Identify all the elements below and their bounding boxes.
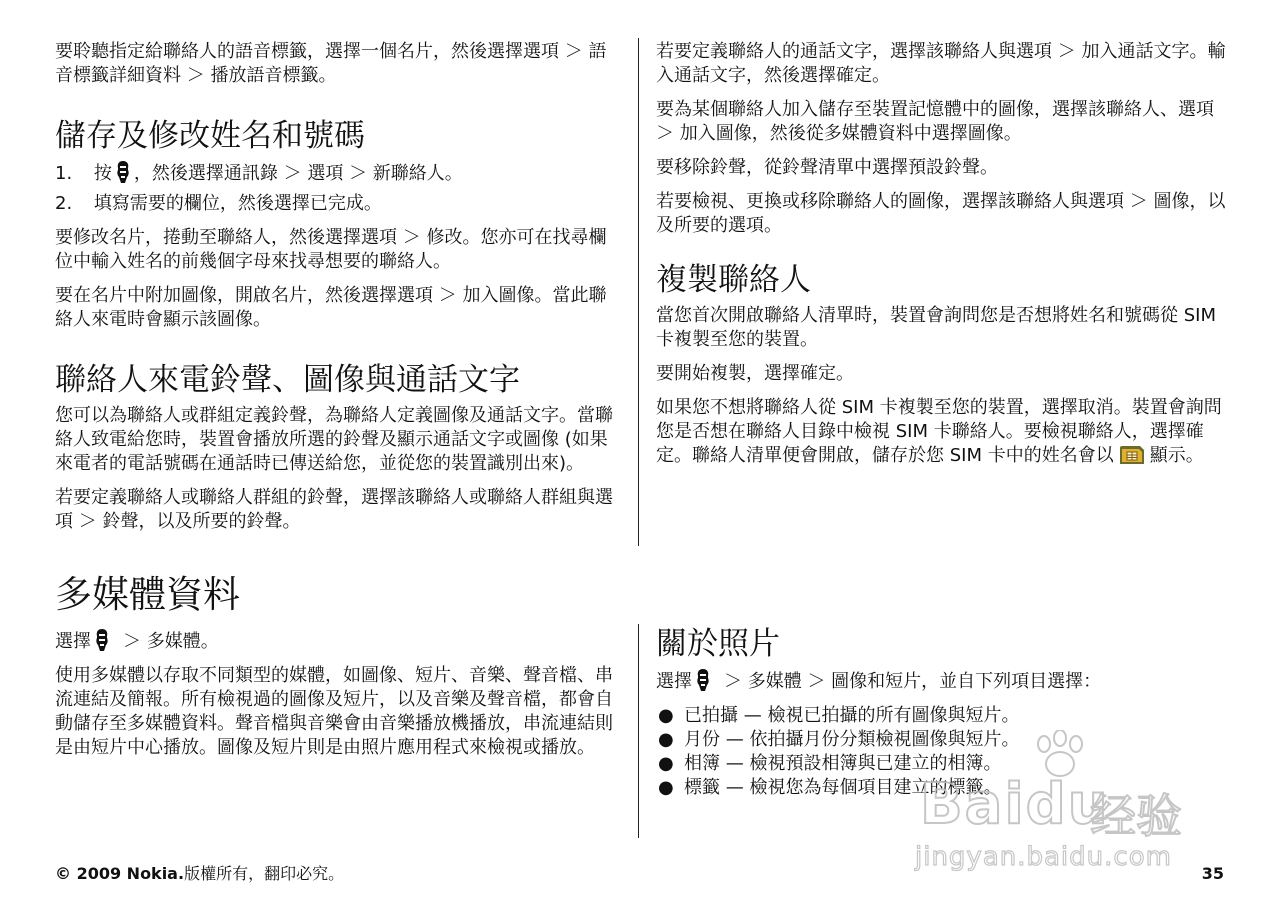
bullet-icon: ●: [658, 753, 674, 774]
remove-ringtone-paragraph: 要移除鈴聲，從鈴聲清單中選擇預設鈴聲。: [656, 157, 998, 178]
view-image-paragraph: 若要檢視、更換或移除聯絡人的圖像，選擇該聯絡人與選項 ＞ 圖像，以及所要的選項。: [656, 191, 1226, 236]
sim-card-icon: [1118, 444, 1146, 466]
right-column: [656, 40, 1226, 478]
copy-contacts-paragraph-1: 當您首次開啟聯絡人清單時，裝置會詢問您是否想將姓名和號碼從 SIM 卡複製至您的裝置。: [656, 305, 1216, 350]
copyright-footer: © 2009 Nokia.版權所有，翻印必究。: [55, 864, 345, 883]
bullet-icon: ●: [658, 729, 674, 750]
watermark-url: jingyan.baidu.com: [915, 842, 1172, 872]
bullet-icon: ●: [658, 777, 674, 798]
step-2: 2. 填寫需要的欄位，然後選擇已完成。: [55, 193, 382, 214]
copy-contacts-paragraph-2: 要開始複製，選擇確定。: [656, 363, 854, 384]
menu-key-icon: [95, 628, 109, 652]
list-item: ● 相簿 — 檢視預設相簿與已建立的相簿。: [658, 753, 1002, 774]
gallery-section: [55, 570, 621, 770]
column-divider-top: [638, 38, 639, 546]
copy-contacts-heading: 複製聯絡人: [656, 262, 811, 298]
page-number: 35: [1201, 864, 1224, 883]
ringtone-paragraph-2: 若要定義聯絡人或聯絡人群組的鈴聲，選擇該聯絡人或聯絡人群組與選項 ＞ 鈴聲，以及所要的鈴聲。: [55, 487, 613, 532]
column-divider-bottom: [638, 624, 639, 838]
copy-contacts-paragraph-3: 如果您不想將聯絡人從 SIM 卡複製至您的裝置，選擇取消。裝置會詢問您是否想在聯絡人目錄中檢視 SIM 卡聯絡人。要檢視聯絡人，選擇確定。聯絡人清單便會開啟，儲存於您 SIM 卡中的姓名會以 顯示。: [656, 397, 1222, 466]
add-image-paragraph: 要為某個聯絡人加入儲存至裝置記憶體中的圖像，選擇該聯絡人、選項 ＞ 加入圖像，然後從多媒體資料中選擇圖像。: [656, 99, 1214, 144]
gallery-heading: 多媒體資料: [55, 573, 240, 616]
watermark-cn-text: 经验: [1090, 789, 1182, 843]
call-text-paragraph: 若要定義聯絡人的通話文字，選擇該聯絡人與選項 ＞ 加入通話文字。輸入通話文字，然後選擇確定。: [656, 41, 1226, 86]
step-1: 1. 按 ，然後選擇通訊錄 ＞ 選項 ＞ 新聯絡人。: [55, 160, 621, 186]
gallery-select-line: 選擇 ＞ 多媒體。: [55, 628, 621, 654]
left-column: [55, 40, 621, 544]
photos-heading: 關於照片: [656, 626, 780, 662]
menu-key-icon: [116, 160, 130, 184]
bullet-icon: ●: [658, 705, 674, 726]
watermark-logo-text: Baidu: [920, 772, 1110, 837]
menu-key-icon: [696, 668, 710, 692]
ringtone-paragraph-1: 您可以為聯絡人或群組定義鈴聲，為聯絡人定義圖像及通話文字。當聯絡人致電給您時，裝置會播放所選的鈴聲及顯示通話文字或圖像 (如果來電者的電話號碼在通話時已傳送給您，並從您的裝置識別出來)。: [55, 405, 613, 474]
ringtone-heading: 聯絡人來電鈴聲、圖像與通話文字: [55, 362, 520, 398]
list-item: ● 標籤 — 檢視您為每個項目建立的標籤。: [658, 777, 1002, 798]
list-item: ● 已拍攝 — 檢視已拍攝的所有圖像與短片。: [658, 705, 1020, 726]
voice-tag-paragraph: 要聆聽指定給聯絡人的語音標籤，選擇一個名片，然後選擇選項 ＞ 語音標籤詳細資料 ＞ 播放語音標籤。: [55, 41, 607, 86]
edit-card-paragraph: 要修改名片，捲動至聯絡人，然後選擇選項 ＞ 修改。您亦可在找尋欄位中輸入姓名的前幾個字母來找尋想要的聯絡人。: [55, 227, 607, 272]
baidu-jingyan-watermark: [900, 730, 1220, 880]
save-steps-list: [55, 160, 621, 216]
photos-select-line: 選擇 ＞ 多媒體 ＞ 圖像和短片，並自下列項目選擇：: [656, 668, 1226, 694]
attach-image-paragraph: 要在名片中附加圖像，開啟名片，然後選擇選項 ＞ 加入圖像。當此聯絡人來電時會顯示該圖像。: [55, 285, 607, 330]
save-edit-heading: 儲存及修改姓名和號碼: [55, 118, 365, 154]
gallery-paragraph: 使用多媒體以存取不同類型的媒體，如圖像、短片、音樂、聲音檔、串流連結及簡報。所有檢視過的圖像及短片，以及音樂及聲音檔，都會自動儲存至多媒體資料。聲音檔與音樂會由音樂播放機播放，串流連結則是由短片中心播放。圖像及短片則是由照片應用程式來檢視或播放。: [55, 665, 613, 758]
list-item: ● 月份 — 依拍攝月份分類檢視圖像與短片。: [658, 729, 1020, 750]
